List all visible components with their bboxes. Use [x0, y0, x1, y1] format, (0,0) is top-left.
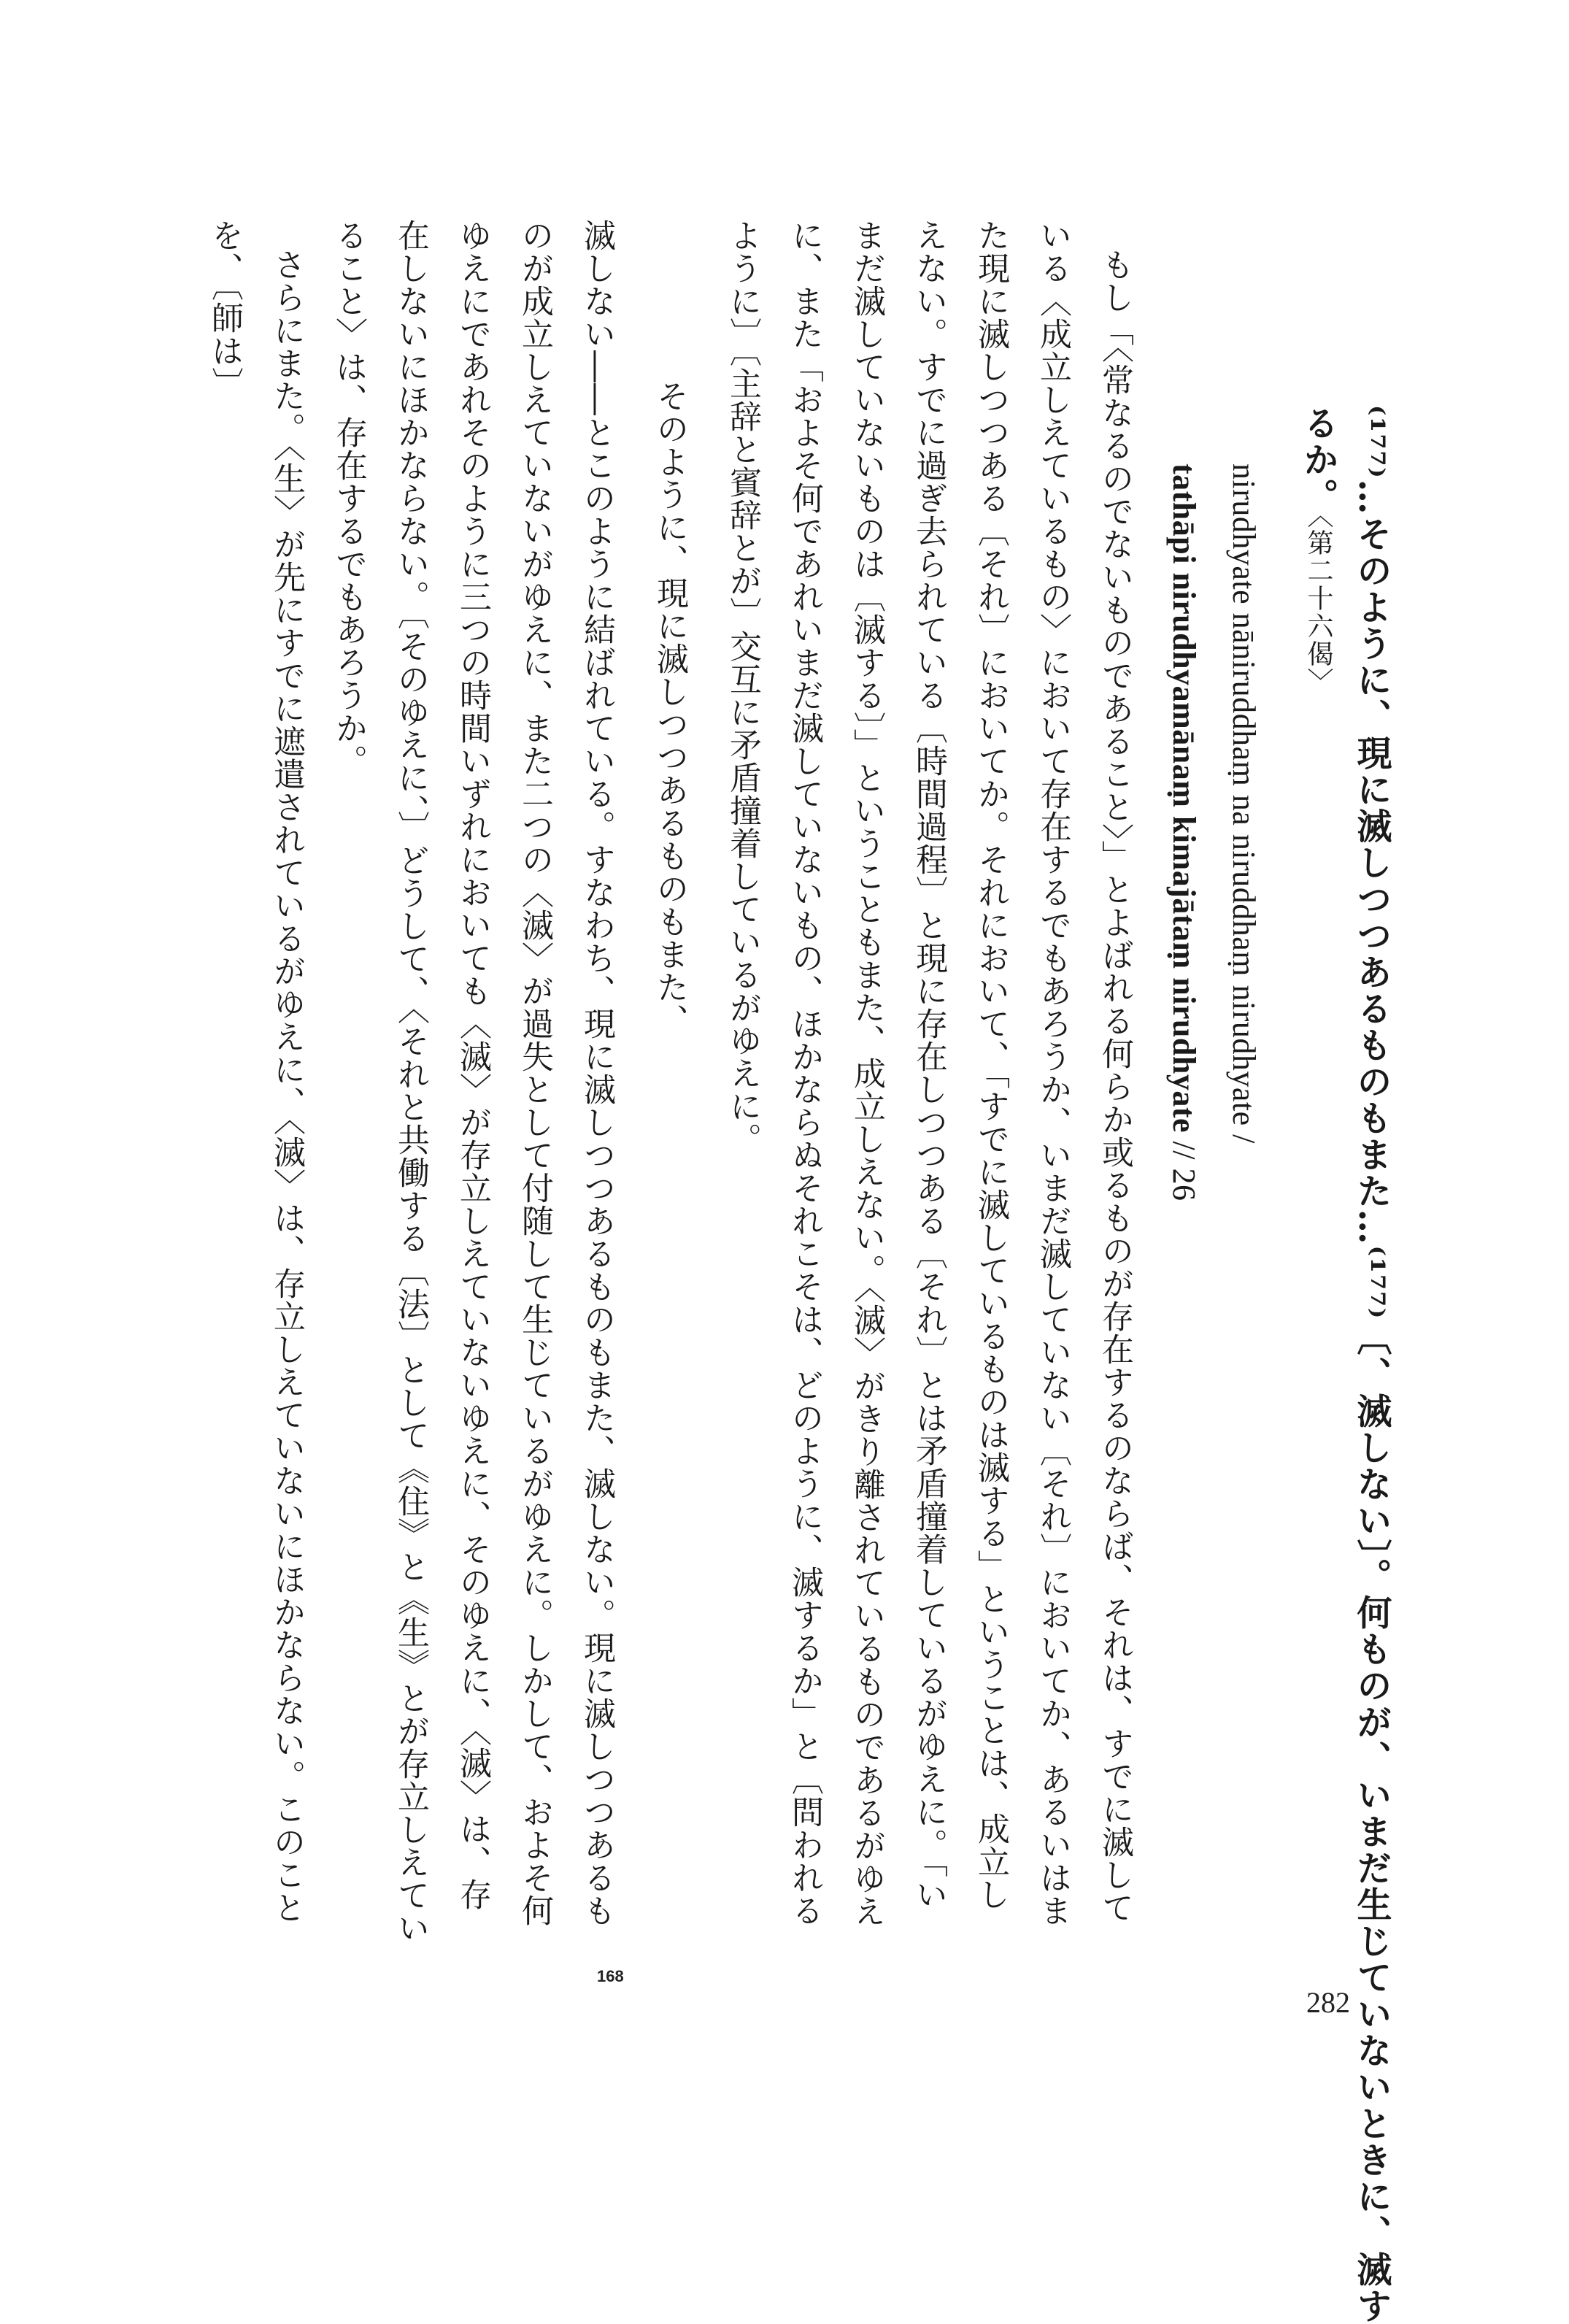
paragraph-2-line-6: ること〉は、存在するでもあろうか。 [330, 219, 367, 777]
paragraph-2-line-1: そのように、現に滅しつつあるものもまた、 [651, 380, 688, 1036]
heading-line-2-text: るか。 [1298, 405, 1338, 515]
verse-number: // 26 [1166, 1133, 1202, 1201]
paragraph-1-line-2: いる〈成立しえているもの〉において存在するでもあろうか、いまだ滅していない〔それ〕においてか、あるいはま [1034, 219, 1071, 1927]
paragraph-1-line-1: もし「〈常なるのでないものであること〉」とよばれる何らか或るものが存在するのならば、それは、すでに滅して [1096, 248, 1133, 1924]
paragraph-2-line-4: ゆえにであれそのように三つの時間いずれにおいても〈滅〉が存立しえていないゆえに、そのゆえに、〈滅〉は、存 [454, 219, 491, 1911]
heading-line-1: ⁽¹⁷⁷⁾…そのように、現に滅しつつあるものもまた…⁽¹⁷⁷⁾〔、滅しない〕。何ものが、いまだ生じていないときに、滅す [1351, 405, 1392, 2324]
paragraph-2-line-5: 在しないにほかならない。〔そのゆえに、〕どうして、〈それと共働する〔法〕として《住》と《生》とが存立しえてい [392, 219, 429, 1944]
verse-line-1: nirudhyate nāniruddhaṃ na niruddhaṃ nirudhyate / [1226, 463, 1262, 1144]
paragraph-1-line-7: ように〕〔主辞と賓辞とが〕交互に矛盾撞着しているがゆえに。 [724, 219, 761, 1155]
paragraph-1-line-5: まだ滅していないものは〔滅する〕」ということもまた、成立しえない。〈滅〉がきり離されているものであるがゆえ [848, 219, 885, 1928]
verse-line-2 [1168, 463, 1200, 1201]
paragraph-1-line-4: えない。すでに過ぎ去られている〔時間過程〕と現に存在しつつある〔それ〕とは矛盾撞着しているがゆえに。「い [910, 219, 947, 1911]
verse-number-note: 〈第二十六偈〉 [1303, 515, 1333, 696]
paragraph-3-line-2: を、〔師は〕 [206, 219, 243, 400]
paragraph-2-line-3: のが成立しえていないがゆえに、また二つの〈滅〉が過失として付随して生じているがゆえに。しかして、およそ何 [516, 219, 553, 1927]
paragraph-3-line-1: さらにまた。〈生〉が先にすでに遮遣されているがゆえに、〈滅〉は、存立しえていないにほかならない。このこと [268, 248, 305, 1924]
paragraph-1-line-6: に、また「およそ何であれいまだ滅していないもの、ほかならぬそれこそは、どのように、滅するか」と〔問われる [786, 219, 823, 1927]
heading-line-2 [1298, 405, 1338, 696]
verse-line-2-text: tathāpi nirudhyamānaṃ kimajātaṃ nirudhyate [1166, 463, 1202, 1134]
page-number: 282 [1306, 1986, 1350, 2019]
paragraph-2-line-2: 滅しない――とこのように結ばれている。すなわち、現に滅しつつあるものもまた、滅しない。現に滅しつつあるも [578, 219, 615, 1927]
paragraph-1-line-3: た現に滅しつつある〔それ〕においてか。それにおいて、「すでに滅しているものは滅する」ということは、成立し [972, 219, 1009, 1911]
folio-number: 168 [597, 1967, 624, 1985]
